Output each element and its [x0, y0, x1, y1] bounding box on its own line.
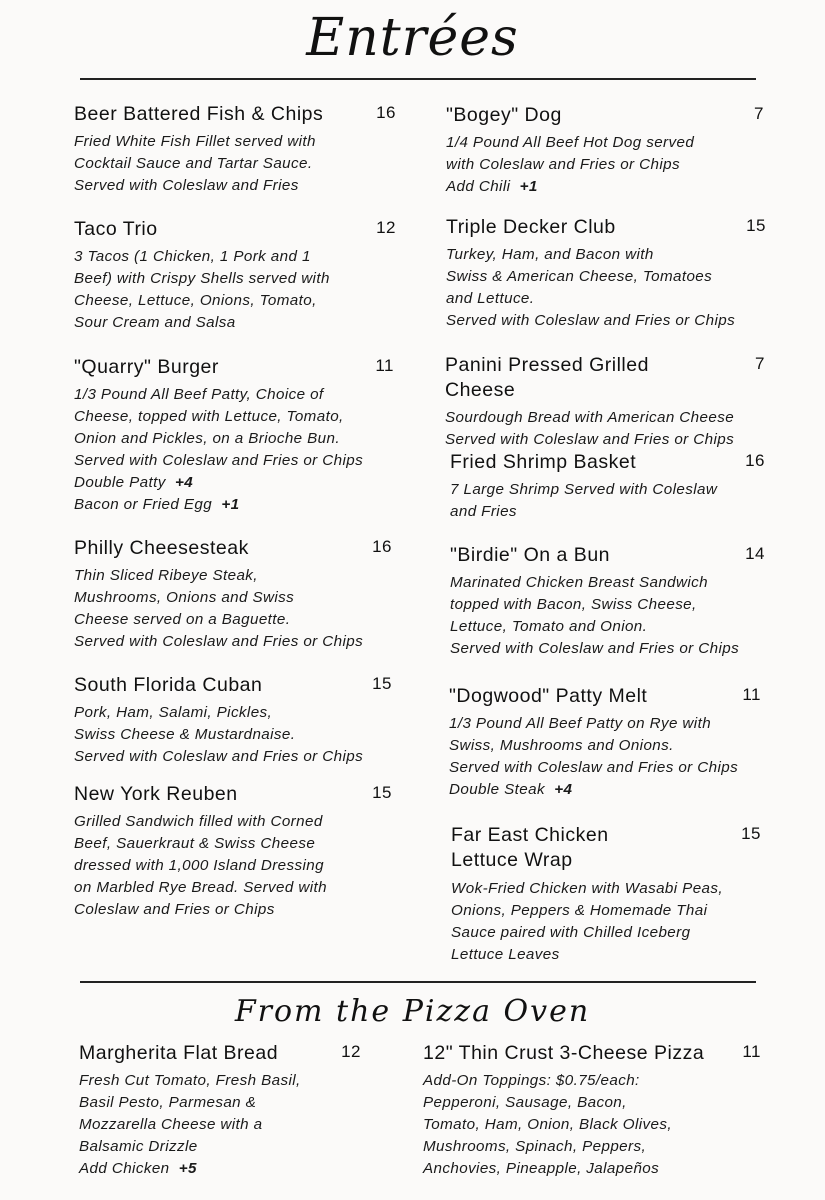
item-name: [449, 684, 761, 709]
item-name-text: Far East Chicken Lettuce Wrap: [451, 824, 609, 871]
item-name: [423, 1041, 761, 1066]
item-price: 11: [375, 356, 394, 375]
item-price: 16: [745, 451, 765, 470]
item-name-text: "Dogwood" Patty Melt: [449, 685, 648, 707]
item-name: [74, 102, 396, 127]
item-description: [74, 131, 396, 197]
description-line: Onion and Pickles, on a Brioche Bun.: [74, 430, 340, 447]
description-line: Pepperoni, Sausage, Bacon,: [423, 1094, 627, 1111]
description-line: Basil Pesto, Parmesan &: [79, 1094, 257, 1111]
description-line: Served with Coleslaw and Fries or Chips: [445, 431, 735, 448]
item-description: [74, 565, 392, 653]
description-line: Cheese, Lettuce, Onions, Tomato,: [74, 292, 317, 309]
description-line: Fried White Fish Fillet served with: [74, 133, 316, 150]
item-name: [74, 536, 392, 561]
divider-pizza: [80, 981, 756, 983]
description-line: Lettuce, Tomato and Onion.: [450, 618, 648, 635]
description-line: Served with Coleslaw and Fries or Chips: [74, 633, 364, 650]
item-description: [74, 384, 394, 516]
description-line: Served with Coleslaw and Fries or Chips: [74, 452, 364, 469]
description-line: Anchovies, Pineapple, Jalapeños: [423, 1160, 660, 1177]
description-line: on Marbled Rye Bread. Served with: [74, 879, 327, 896]
item-name-text: Beer Battered Fish & Chips: [74, 103, 324, 125]
description-line: Swiss Cheese & Mustardnaise.: [74, 726, 296, 743]
addon-line: [74, 472, 394, 494]
item-name-text: "Bogey" Dog: [446, 104, 562, 126]
section-title-entrees: Entrées: [306, 8, 519, 68]
description-line: Thin Sliced Ribeye Steak,: [74, 567, 258, 584]
description-line: with Coleslaw and Fries or Chips: [446, 156, 680, 173]
description-line: Served with Coleslaw and Fries or Chips: [449, 759, 739, 776]
menu-item: [74, 782, 392, 921]
description-line: Cheese served on a Baguette.: [74, 611, 291, 628]
addon-text: Double Patty: [74, 474, 166, 491]
item-description: [451, 878, 761, 966]
item-name: [74, 355, 394, 380]
divider-top: [80, 78, 756, 80]
item-name: [446, 215, 766, 240]
description-line: Add-On Toppings: $0.75/each:: [423, 1072, 640, 1089]
description-line: Served with Coleslaw and Fries or Chips: [74, 748, 364, 765]
menu-item: [450, 450, 765, 523]
item-name: [445, 353, 765, 403]
description-line: Served with Coleslaw and Fries or Chips: [446, 312, 736, 329]
description-line: Beef) with Crispy Shells served with: [74, 270, 330, 287]
item-price: 12: [341, 1042, 361, 1061]
item-name-text: Fried Shrimp Basket: [450, 451, 637, 473]
menu-item: [450, 543, 765, 660]
item-name-text: Margherita Flat Bread: [79, 1042, 279, 1064]
item-name: [446, 103, 764, 128]
addon-line: [79, 1158, 361, 1180]
addon-line: [446, 176, 764, 198]
item-description: [446, 244, 766, 332]
description-line: dressed with 1,000 Island Dressing: [74, 857, 324, 874]
addon-price: +1: [519, 178, 538, 195]
description-line: 7 Large Shrimp Served with Coleslaw: [450, 481, 718, 498]
description-line: Served with Coleslaw and Fries or Chips: [450, 640, 740, 657]
description-line: and Lettuce.: [446, 290, 535, 307]
item-price: 15: [746, 216, 766, 235]
menu-item: [74, 673, 392, 768]
addon-price: +4: [554, 781, 573, 798]
item-description: [74, 702, 392, 768]
menu-item: [74, 355, 394, 516]
description-line: Balsamic Drizzle: [79, 1138, 198, 1155]
item-description: [79, 1070, 361, 1180]
menu-item: [423, 1041, 761, 1180]
item-name-text: New York Reuben: [74, 783, 238, 805]
description-line: and Fries: [450, 503, 517, 520]
item-price: 15: [372, 783, 392, 802]
menu-item: [451, 823, 761, 966]
description-line: Fresh Cut Tomato, Fresh Basil,: [79, 1072, 301, 1089]
description-line: 1/3 Pound All Beef Patty on Rye with: [449, 715, 712, 732]
description-line: Served with Coleslaw and Fries: [74, 177, 299, 194]
item-price: 14: [745, 544, 765, 563]
description-line: 1/4 Pound All Beef Hot Dog served: [446, 134, 695, 151]
addon-price: +1: [221, 496, 240, 513]
addon-text: Double Steak: [449, 781, 545, 798]
addon-text: Bacon or Fried Egg: [74, 496, 213, 513]
item-name: [450, 450, 765, 475]
description-line: 1/3 Pound All Beef Patty, Choice of: [74, 386, 324, 403]
addon-price: +5: [178, 1160, 197, 1177]
description-line: Coleslaw and Fries or Chips: [74, 901, 275, 918]
menu-item: [445, 353, 765, 451]
description-line: Marinated Chicken Breast Sandwich: [450, 574, 709, 591]
item-description: [74, 811, 392, 921]
description-line: Onions, Peppers & Homemade Thai: [451, 902, 708, 919]
item-price: 7: [754, 104, 764, 123]
description-line: Cheese, topped with Lettuce, Tomato,: [74, 408, 344, 425]
item-name: [450, 543, 765, 568]
item-name-text: Taco Trio: [74, 218, 158, 240]
description-line: Wok-Fried Chicken with Wasabi Peas,: [451, 880, 723, 897]
description-line: Cocktail Sauce and Tartar Sauce.: [74, 155, 313, 172]
description-line: Tomato, Ham, Onion, Black Olives,: [423, 1116, 672, 1133]
item-description: [445, 407, 765, 451]
description-line: Mozzarella Cheese with a: [79, 1116, 263, 1133]
description-line: Swiss & American Cheese, Tomatoes: [446, 268, 713, 285]
menu-item: [449, 684, 761, 801]
item-name: [79, 1041, 361, 1066]
addon-line: [74, 494, 394, 516]
item-name-text: "Quarry" Burger: [74, 356, 219, 378]
item-name-text: Triple Decker Club: [446, 216, 616, 238]
item-name-text: "Birdie" On a Bun: [450, 544, 611, 566]
description-line: 3 Tacos (1 Chicken, 1 Pork and 1: [74, 248, 311, 265]
item-name-text: Panini Pressed Grilled Cheese: [445, 354, 649, 401]
item-name-text: 12" Thin Crust 3-Cheese Pizza: [423, 1042, 705, 1064]
item-name-text: South Florida Cuban: [74, 674, 263, 696]
menu-item: [74, 536, 392, 653]
item-name: [451, 823, 761, 873]
item-name: [74, 673, 392, 698]
description-line: Mushrooms, Onions and Swiss: [74, 589, 295, 606]
item-description: [450, 479, 765, 523]
description-line: Swiss, Mushrooms and Onions.: [449, 737, 674, 754]
item-price: 7: [755, 354, 765, 373]
item-price: 16: [372, 537, 392, 556]
item-description: [449, 713, 761, 801]
item-price: 11: [742, 1042, 761, 1061]
item-price: 15: [372, 674, 392, 693]
item-name: [74, 217, 396, 242]
menu-item: [446, 215, 766, 332]
description-line: Pork, Ham, Salami, Pickles,: [74, 704, 273, 721]
menu-item: [74, 217, 396, 334]
menu-item: [79, 1041, 361, 1180]
item-price: 11: [742, 685, 761, 704]
description-line: Grilled Sandwich filled with Corned: [74, 813, 323, 830]
description-line: Sauce paired with Chilled Iceberg: [451, 924, 691, 941]
addon-text: Add Chili: [446, 178, 511, 195]
description-line: Lettuce Leaves: [451, 946, 560, 963]
description-line: Sour Cream and Salsa: [74, 314, 236, 331]
description-line: Turkey, Ham, and Bacon with: [446, 246, 654, 263]
menu-item: [74, 102, 396, 197]
addon-line: [449, 779, 761, 801]
item-price: 15: [741, 824, 761, 843]
item-description: [446, 132, 764, 198]
description-line: Sourdough Bread with American Cheese: [445, 409, 735, 426]
description-line: topped with Bacon, Swiss Cheese,: [450, 596, 697, 613]
item-price: 16: [376, 103, 396, 122]
section-title-pizza: From the Pizza Oven: [234, 994, 591, 1029]
item-description: [450, 572, 765, 660]
description-line: Mushrooms, Spinach, Peppers,: [423, 1138, 647, 1155]
item-description: [423, 1070, 761, 1180]
item-price: 12: [376, 218, 396, 237]
description-line: Beef, Sauerkraut & Swiss Cheese: [74, 835, 316, 852]
addon-price: +4: [175, 474, 194, 491]
menu-item: [446, 103, 764, 198]
item-name-text: Philly Cheesesteak: [74, 537, 249, 559]
addon-text: Add Chicken: [79, 1160, 170, 1177]
item-name: [74, 782, 392, 807]
item-description: [74, 246, 396, 334]
